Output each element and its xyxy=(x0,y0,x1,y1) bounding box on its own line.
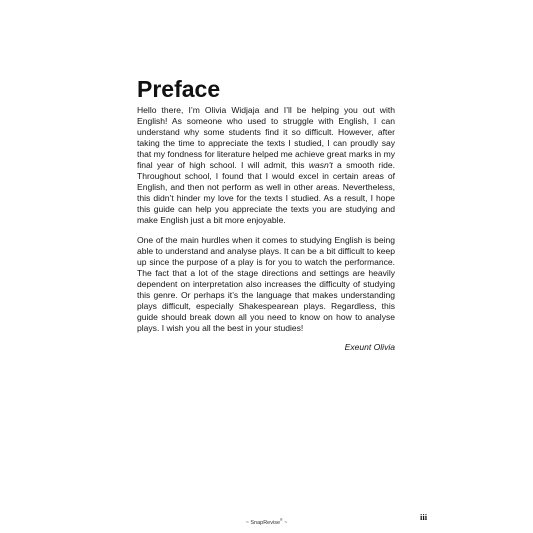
footer-brand xyxy=(0,516,533,527)
trademark-symbol: ® xyxy=(280,518,283,522)
footer-left-deco: ~ xyxy=(245,519,249,526)
signoff: Exeunt Olivia xyxy=(344,341,395,352)
page-number: iii xyxy=(420,512,428,522)
paragraph-intro-emphasis: wasn't xyxy=(308,160,333,171)
paragraph-intro-part2: a smooth ride. Throughout school, I found that I would excel in certain areas of English, and then not perform as well in other areas. Nevertheless, this didn’t hinder my love for the texts I studied. As a result, I hope this guide can help you appreciate the texts you are studying and make English just a bit more enjoyable. xyxy=(137,160,395,226)
preface-body xyxy=(137,105,395,353)
paragraph-intro xyxy=(137,105,395,227)
page-title: Preface xyxy=(137,76,221,102)
paragraph-intro-part1: Hello there, I’m Olivia Widjaja and I’ll be helping you out with English! As someone who used to struggle with English, I can understand why some students find it so difficult. However, after taking the time to appreciate the texts I studied, I can proudly say that my fondness for literature helped me achieve great marks in my final year of high school. I will admit, this xyxy=(137,105,395,171)
brand-name: SnapRevise xyxy=(250,519,281,526)
footer-right-deco: ~ xyxy=(284,519,288,526)
paragraph-plays: One of the main hurdles when it comes to studying English is being able to understand and analyse plays. It can be a bit difficult to keep up since the purpose of a play is for you to watch the performance. The fact that a lot of the stage directions and settings are heavily dependent on interpretation also increases the difficulty of studying this genre. Or perhaps it’s the language that makes understanding plays difficult, especially Shakespearean plays. Regardless, this guide should break down all you need to know on how to analyse plays. I wish you all the best in your studies! xyxy=(137,234,395,333)
